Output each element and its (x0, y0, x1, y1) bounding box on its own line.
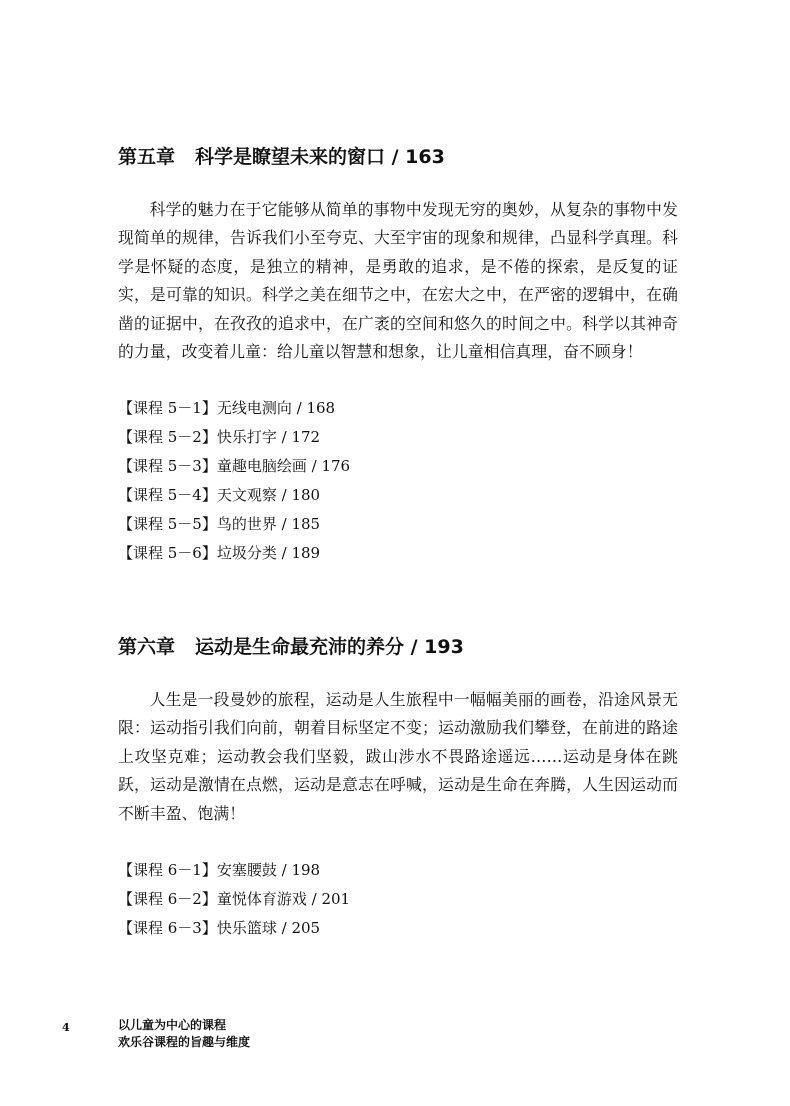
course-6-2[interactable]: 【课程 6－2】童悦体育游戏 / 201 (118, 890, 351, 909)
chapter-6-heading: 运动是生命最充沛的养分 / 193 (195, 636, 464, 658)
chapter-6-intro: 人生是一段曼妙的旅程，运动是人生旅程中一幅幅美丽的画卷，沿途风景无限：运动指引我们向前，朝着目标坚定不变；运动激励我们攀登，在前进的路途上攻坚克难；运动教会我们坚毅，跋山涉水不畏路途遥远……运动是身体在跳跃，运动是激情在点燃，运动是意志在呼喊，运动是生命在奔腾，人生因运动而不断丰盈、饱满！ (118, 690, 678, 823)
chapter-5-title[interactable] (118, 142, 678, 172)
chapter-6-title[interactable] (118, 632, 678, 662)
course-5-2[interactable]: 【课程 5－2】快乐打字 / 172 (118, 428, 321, 447)
chapter-6-section (118, 632, 678, 943)
course-5-3[interactable]: 【课程 5－3】童趣电脑绘画 / 176 (118, 457, 351, 476)
book-subtitle: 欢乐谷课程的旨趣与维度 (118, 1035, 251, 1049)
chapter-6-course-list (118, 856, 678, 943)
chapter-5-course-list (118, 394, 678, 568)
book-title: 以儿童为中心的课程 (118, 1018, 227, 1032)
page-number: 4 (62, 1021, 70, 1034)
course-6-1[interactable]: 【课程 6－1】安塞腰鼓 / 198 (118, 861, 321, 880)
course-5-1[interactable]: 【课程 5－1】无线电测向 / 168 (118, 399, 336, 418)
chapter-6-label: 第六章 (118, 636, 176, 658)
course-5-5[interactable]: 【课程 5－5】鸟的世界 / 185 (118, 515, 321, 534)
chapter-5-heading: 科学是瞭望未来的窗口 / 163 (195, 146, 445, 168)
running-footer (118, 1017, 250, 1051)
chapter-5-label: 第五章 (118, 146, 176, 168)
course-5-4[interactable]: 【课程 5－4】天文观察 / 180 (118, 486, 321, 505)
course-5-6[interactable]: 【课程 5－6】垃圾分类 / 189 (118, 544, 321, 563)
course-6-3[interactable]: 【课程 6－3】快乐篮球 / 205 (118, 919, 321, 938)
chapter-5-intro: 科学的魅力在于它能够从简单的事物中发现无穷的奥妙，从复杂的事物中发现简单的规律，告诉我们小至夸克、大至宇宙的现象和规律，凸显科学真理。科学是怀疑的态度，是独立的精神，是勇敢的追求，是不倦的探索，是反复的证实，是可靠的知识。科学之美在细节之中，在宏大之中，在严密的逻辑中，在确凿的证据中，在孜孜的追求中，在广袤的空间和悠久的时间之中。科学以其神奇的力量，改变着儿童：给儿童以智慧和想象，让儿童相信真理，奋不顾身！ (118, 200, 678, 362)
chapter-5-section (118, 142, 678, 568)
